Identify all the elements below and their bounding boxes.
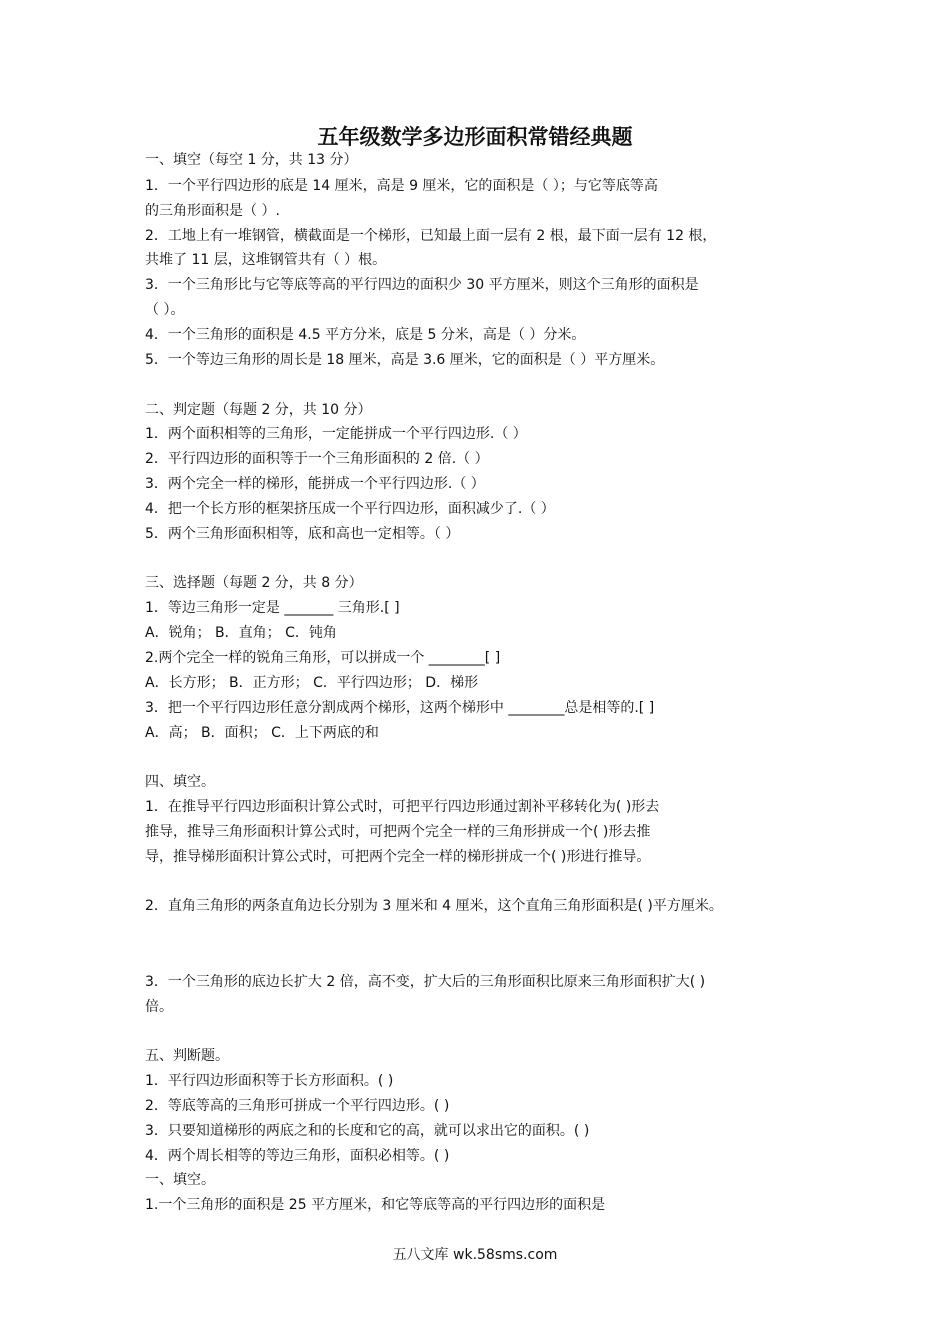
section-3-heading: 三、选择题（每题 2 分，共 8 分）: [145, 575, 363, 591]
question-line: 5．两个三角形面积相等，底和高也一定相等。（ ）: [145, 526, 460, 542]
question-line: 3．只要知道梯形的两底之和的长度和它的高，就可以求出它的面积。( ): [145, 1123, 590, 1139]
question-line: 倍。: [145, 999, 173, 1015]
document-title: 五年级数学多边形面积常错经典题: [317, 125, 633, 149]
section-2-heading: 二、判定题（每题 2 分，共 10 分）: [145, 402, 372, 418]
section-heading: 一、填空。: [145, 1172, 215, 1188]
question-line: 1.一个三角形的面积是 25 平方厘米，和它等底等高的平行四边形的面积是: [145, 1197, 606, 1213]
question-line: 3．一个三角形的底边长扩大 2 倍，高不变，扩大后的三角形面积比原来三角形面积扩大( ): [145, 974, 706, 990]
question-line: 1．平行四边形面积等于长方形面积。( ): [145, 1073, 394, 1089]
page-footer: 五八文库 wk.58sms.com: [392, 1247, 558, 1263]
section-4-heading: 四、填空。: [145, 774, 215, 790]
question-line: 2．平行四边形的面积等于一个三角形面积的 2 倍.（ ）: [145, 451, 489, 467]
question-line: 导，推导梯形面积计算公式时，可把两个完全一样的梯形拼成一个( )形进行推导。: [145, 849, 651, 865]
question-line: 3．把一个平行四边形任意分割成两个梯形，这两个梯形中 ________总是相等的.[ ]: [145, 700, 655, 716]
question-line: 1．两个面积相等的三角形，一定能拼成一个平行四边形.（ ）: [145, 426, 527, 442]
question-line: 4．把一个长方形的框架挤压成一个平行四边形，面积减少了.（ ）: [145, 501, 555, 517]
question-line: 共堆了 11 层，这堆钢管共有（ ）根。: [145, 252, 387, 268]
question-line: 4．两个周长相等的等边三角形，面积必相等。( ): [145, 1148, 450, 1164]
question-line: 3．两个完全一样的梯形，能拼成一个平行四边形.（ ）: [145, 476, 485, 492]
question-line: 2．等底等高的三角形可拼成一个平行四边形。( ): [145, 1098, 450, 1114]
question-line: 推导，推导三角形面积计算公式时，可把两个完全一样的三角形拼成一个( )形去推: [145, 824, 651, 840]
choice-line: A．高； B．面积； C．上下两底的和: [145, 725, 379, 741]
question-line: 的三角形面积是（ ）.: [145, 203, 280, 219]
question-line: 4．一个三角形的面积是 4.5 平方分米，底是 5 分米，高是（ ）分米。: [145, 327, 586, 343]
section-1-heading: 一、填空（每空 1 分，共 13 分）: [145, 152, 358, 168]
question-line: 2．工地上有一堆钢管，横截面是一个梯形，已知最上面一层有 2 根，最下面一层有 12 根，: [145, 228, 717, 244]
choice-line: A．长方形； B．正方形； C．平行四边形； D．梯形: [145, 675, 479, 691]
section-5-heading: 五、判断题。: [145, 1048, 229, 1064]
question-line: 1．等边三角形一定是 _______ 三角形.[ ]: [145, 600, 400, 616]
choice-line: A．锐角； B．直角； C．钝角: [145, 625, 337, 641]
question-line: 5．一个等边三角形的周长是 18 厘米，高是 3.6 厘米，它的面积是（ ）平方厘米。: [145, 352, 665, 368]
question-line: 1．在推导平行四边形面积计算公式时，可把平行四边形通过割补平移转化为( )形去: [145, 799, 660, 815]
question-line: （ ）。: [145, 302, 185, 318]
question-line: 1．一个平行四边形的底是 14 厘米，高是 9 厘米，它的面积是（ ）；与它等底等高: [145, 178, 658, 194]
question-line: 2.两个完全一样的锐角三角形，可以拼成一个 ________[ ]: [145, 650, 501, 666]
question-line: 3．一个三角形比与它等底等高的平行四边的面积少 30 平方厘米，则这个三角形的面积是: [145, 277, 699, 293]
question-line: 2．直角三角形的两条直角边长分别为 3 厘米和 4 厘米，这个直角三角形面积是( )平方厘米。: [145, 898, 723, 914]
